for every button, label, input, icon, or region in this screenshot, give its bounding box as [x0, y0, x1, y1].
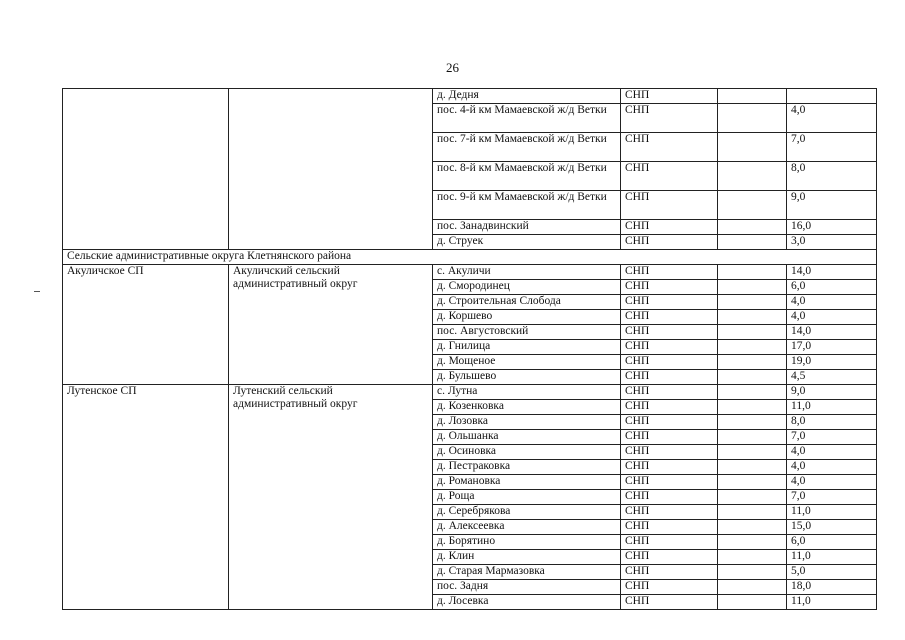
type-cell: СНП: [621, 235, 718, 250]
place-cell: пос. 7-й км Мамаевской ж/д Ветки: [433, 133, 621, 162]
value-cell: 11,0: [787, 505, 877, 520]
place-cell: д. Дедня: [433, 89, 621, 104]
empty-cell: [718, 104, 787, 133]
empty-cell: [718, 460, 787, 475]
table-row: [63, 265, 877, 280]
type-cell: СНП: [621, 162, 718, 191]
type-cell: СНП: [621, 415, 718, 430]
place-cell: д. Лозовка: [433, 415, 621, 430]
value-cell: 4,5: [787, 370, 877, 385]
type-cell: СНП: [621, 595, 718, 610]
value-cell: 9,0: [787, 191, 877, 220]
empty-cell: [718, 520, 787, 535]
empty-cell: [718, 162, 787, 191]
type-cell: СНП: [621, 220, 718, 235]
value-cell: 6,0: [787, 535, 877, 550]
type-cell: СНП: [621, 475, 718, 490]
empty-cell: [718, 595, 787, 610]
empty-cell: [718, 415, 787, 430]
section-row: [63, 250, 877, 265]
place-cell: д. Лосевка: [433, 595, 621, 610]
empty-cell: [718, 89, 787, 104]
value-cell: 4,0: [787, 295, 877, 310]
page-number: 26: [446, 60, 459, 75]
empty-cell: [718, 430, 787, 445]
empty-cell: [718, 565, 787, 580]
settlements-table: [62, 88, 877, 610]
value-cell: 16,0: [787, 220, 877, 235]
place-cell: д. Роща: [433, 490, 621, 505]
empty-cell: [718, 265, 787, 280]
empty-cell: [718, 370, 787, 385]
type-cell: СНП: [621, 191, 718, 220]
section-title: Сельские административные округа Клетнянского района: [63, 250, 877, 265]
type-cell: СНП: [621, 505, 718, 520]
type-cell: СНП: [621, 430, 718, 445]
okrug-cell: Лутенский сельский административный округ: [229, 385, 433, 610]
empty-cell: [718, 191, 787, 220]
place-cell: д. Романовка: [433, 475, 621, 490]
empty-cell: [718, 580, 787, 595]
empty-cell: [718, 340, 787, 355]
type-cell: СНП: [621, 520, 718, 535]
type-cell: СНП: [621, 550, 718, 565]
value-cell: 8,0: [787, 415, 877, 430]
type-cell: СНП: [621, 104, 718, 133]
empty-cell: [718, 220, 787, 235]
settlement-cell: Лутенское СП: [63, 385, 229, 610]
type-cell: СНП: [621, 490, 718, 505]
empty-cell: [718, 535, 787, 550]
place-cell: д. Алексеевка: [433, 520, 621, 535]
settlement-cell: Акуличское СП: [63, 265, 229, 385]
empty-cell: [718, 295, 787, 310]
place-cell: пос. 9-й км Мамаевской ж/д Ветки: [433, 191, 621, 220]
type-cell: СНП: [621, 325, 718, 340]
empty-cell: [718, 133, 787, 162]
type-cell: СНП: [621, 370, 718, 385]
place-cell: пос. Занадвинский: [433, 220, 621, 235]
place-cell: д. Клин: [433, 550, 621, 565]
type-cell: СНП: [621, 355, 718, 370]
empty-cell: [718, 505, 787, 520]
place-cell: д. Гнилица: [433, 340, 621, 355]
value-cell: 7,0: [787, 490, 877, 505]
value-cell: 4,0: [787, 104, 877, 133]
value-cell: 17,0: [787, 340, 877, 355]
place-cell: д. Бульшево: [433, 370, 621, 385]
place-cell: д. Смородинец: [433, 280, 621, 295]
value-cell: 11,0: [787, 550, 877, 565]
place-cell: пос. 8-й км Мамаевской ж/д Ветки: [433, 162, 621, 191]
place-cell: д. Строительная Слобода: [433, 295, 621, 310]
place-cell: пос. Августовский: [433, 325, 621, 340]
value-cell: 7,0: [787, 133, 877, 162]
value-cell: 4,0: [787, 310, 877, 325]
type-cell: СНП: [621, 133, 718, 162]
value-cell: 18,0: [787, 580, 877, 595]
type-cell: СНП: [621, 580, 718, 595]
value-cell: [787, 89, 877, 104]
empty-cell: [718, 400, 787, 415]
value-cell: 14,0: [787, 325, 877, 340]
type-cell: СНП: [621, 280, 718, 295]
value-cell: 7,0: [787, 430, 877, 445]
empty-cell: [718, 475, 787, 490]
type-cell: СНП: [621, 565, 718, 580]
place-cell: д. Старая Мармазовка: [433, 565, 621, 580]
place-cell: д. Осиновка: [433, 445, 621, 460]
table-row: [63, 385, 877, 400]
value-cell: 14,0: [787, 265, 877, 280]
place-cell: пос. Задня: [433, 580, 621, 595]
value-cell: 9,0: [787, 385, 877, 400]
empty-cell: [718, 235, 787, 250]
empty-cell: [718, 550, 787, 565]
place-cell: с. Лутна: [433, 385, 621, 400]
type-cell: СНП: [621, 445, 718, 460]
place-cell: пос. 4-й км Мамаевской ж/д Ветки: [433, 104, 621, 133]
value-cell: 3,0: [787, 235, 877, 250]
place-cell: д. Коршево: [433, 310, 621, 325]
type-cell: СНП: [621, 89, 718, 104]
place-cell: д. Ольшанка: [433, 430, 621, 445]
place-cell: д. Серебрякова: [433, 505, 621, 520]
place-cell: д. Козенковка: [433, 400, 621, 415]
value-cell: 5,0: [787, 565, 877, 580]
place-cell: д. Мощеное: [433, 355, 621, 370]
type-cell: СНП: [621, 310, 718, 325]
empty-cell: [718, 325, 787, 340]
value-cell: 11,0: [787, 595, 877, 610]
type-cell: СНП: [621, 535, 718, 550]
value-cell: 8,0: [787, 162, 877, 191]
value-cell: 4,0: [787, 445, 877, 460]
empty-cell: [718, 280, 787, 295]
okrug-cell: [229, 89, 433, 250]
empty-cell: [718, 385, 787, 400]
empty-cell: [718, 355, 787, 370]
place-cell: д. Пестраковка: [433, 460, 621, 475]
type-cell: СНП: [621, 340, 718, 355]
empty-cell: [718, 445, 787, 460]
empty-cell: [718, 310, 787, 325]
value-cell: 19,0: [787, 355, 877, 370]
margin-mark: [34, 291, 40, 292]
place-cell: д. Струек: [433, 235, 621, 250]
value-cell: 6,0: [787, 280, 877, 295]
value-cell: 4,0: [787, 475, 877, 490]
type-cell: СНП: [621, 460, 718, 475]
value-cell: 4,0: [787, 460, 877, 475]
value-cell: 15,0: [787, 520, 877, 535]
empty-cell: [718, 490, 787, 505]
place-cell: с. Акуличи: [433, 265, 621, 280]
value-cell: 11,0: [787, 400, 877, 415]
type-cell: СНП: [621, 385, 718, 400]
settlement-cell: [63, 89, 229, 250]
type-cell: СНП: [621, 265, 718, 280]
place-cell: д. Борятино: [433, 535, 621, 550]
type-cell: СНП: [621, 295, 718, 310]
table-row: [63, 89, 877, 104]
okrug-cell: Акуличский сельский административный округ: [229, 265, 433, 385]
type-cell: СНП: [621, 400, 718, 415]
